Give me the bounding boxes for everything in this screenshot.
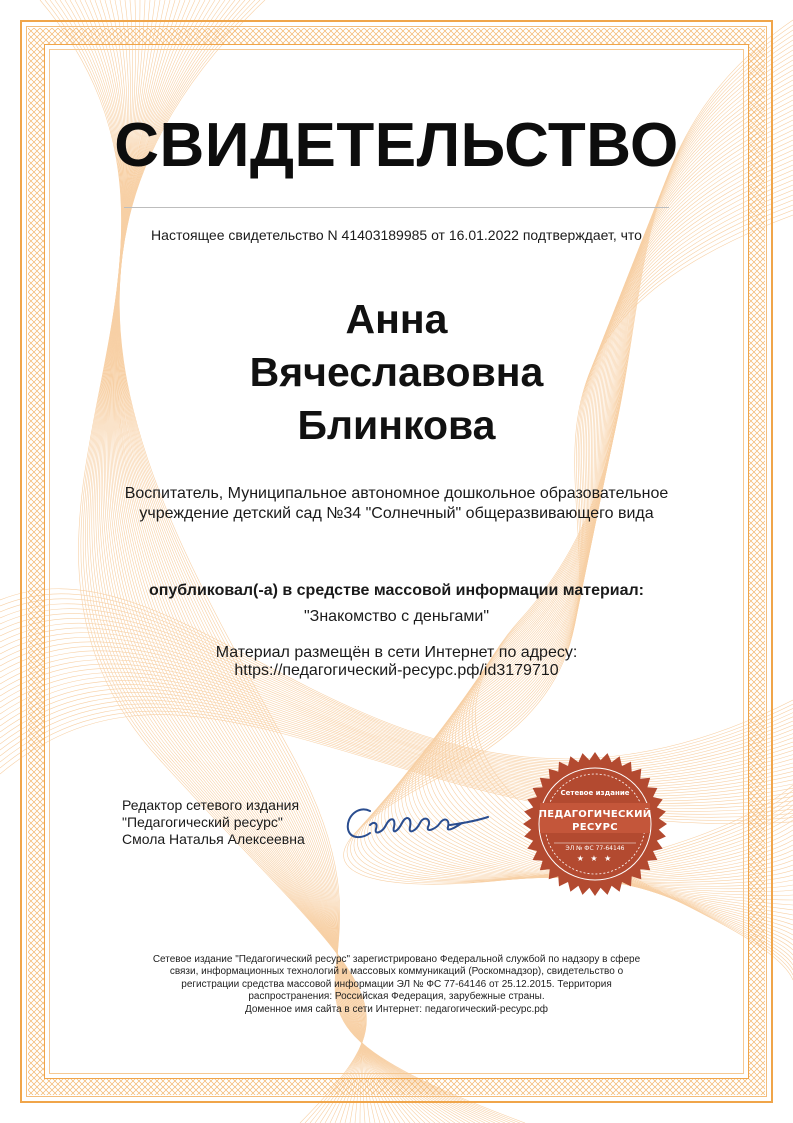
published-label: опубликовал(-а) в средстве массовой информации материал:	[148, 582, 645, 599]
title-divider	[124, 207, 669, 208]
position-line-2: учреждение детский сад №34 "Солнечный" общеразвивающего вида	[139, 505, 654, 522]
certificate-title: СВИДЕТЕЛЬСТВО	[114, 111, 679, 180]
footer-line-1: Сетевое издание "Педагогический ресурс" зарегистрировано Федеральной службой по надзору в сфере	[152, 954, 641, 965]
recipient-position	[100, 484, 693, 524]
editor-block	[122, 797, 305, 848]
editor-line-2: "Педагогический ресурс"	[122, 814, 283, 830]
footer-line-5: Доменное имя сайта в сети Интернет: педагогический-ресурс.рф	[244, 1003, 549, 1015]
recipient-middle-name: Вячеславовна	[249, 349, 544, 395]
editor-line-1: Редактор сетевого издания	[122, 797, 300, 813]
recipient-first-name: Анна	[345, 296, 448, 342]
position-line-1: Воспитатель, Муниципальное автономное дошкольное образовательное	[124, 485, 669, 502]
seal-main-text-1: ПЕДАГОГИЧЕСКИЙ	[538, 809, 652, 820]
footer-line-4: распространения: Российская Федерация, зарубежные страны.	[248, 991, 545, 1003]
material-url: https://педагогический-ресурс.рф/id3179710	[234, 662, 559, 679]
registration-footer	[118, 954, 675, 1016]
seal-main-text-2: РЕСУРС	[572, 822, 618, 833]
footer-line-2: связи, информационных технологий и массовых коммуникаций (Роскомнадзор), свидетельство о	[169, 966, 624, 978]
footer-line-3: регистрации средства массовой информации ЭЛ № ФС 77-64146 от 25.12.2015. Территория	[181, 978, 612, 990]
seal-top-text: Сетевое издание	[560, 789, 630, 797]
seal-stars-icon: ★ ★ ★	[576, 854, 614, 863]
seal-registration: ЭЛ № ФС 77-64146	[565, 845, 625, 852]
recipient-last-name: Блинкова	[297, 402, 496, 448]
editor-line-3: Смола Наталья Алексеевна	[122, 831, 305, 847]
recipient-name	[0, 293, 793, 452]
certificate-intro: Настоящее свидетельство N 41403189985 от 16.01.2022 подтверждает, что	[151, 227, 642, 243]
editor-signature	[340, 795, 490, 855]
material-title: "Знакомство с деньгами"	[304, 608, 489, 625]
inner-frame-3	[49, 49, 744, 1074]
url-label: Материал размещён в сети Интернет по адресу:	[215, 644, 578, 661]
